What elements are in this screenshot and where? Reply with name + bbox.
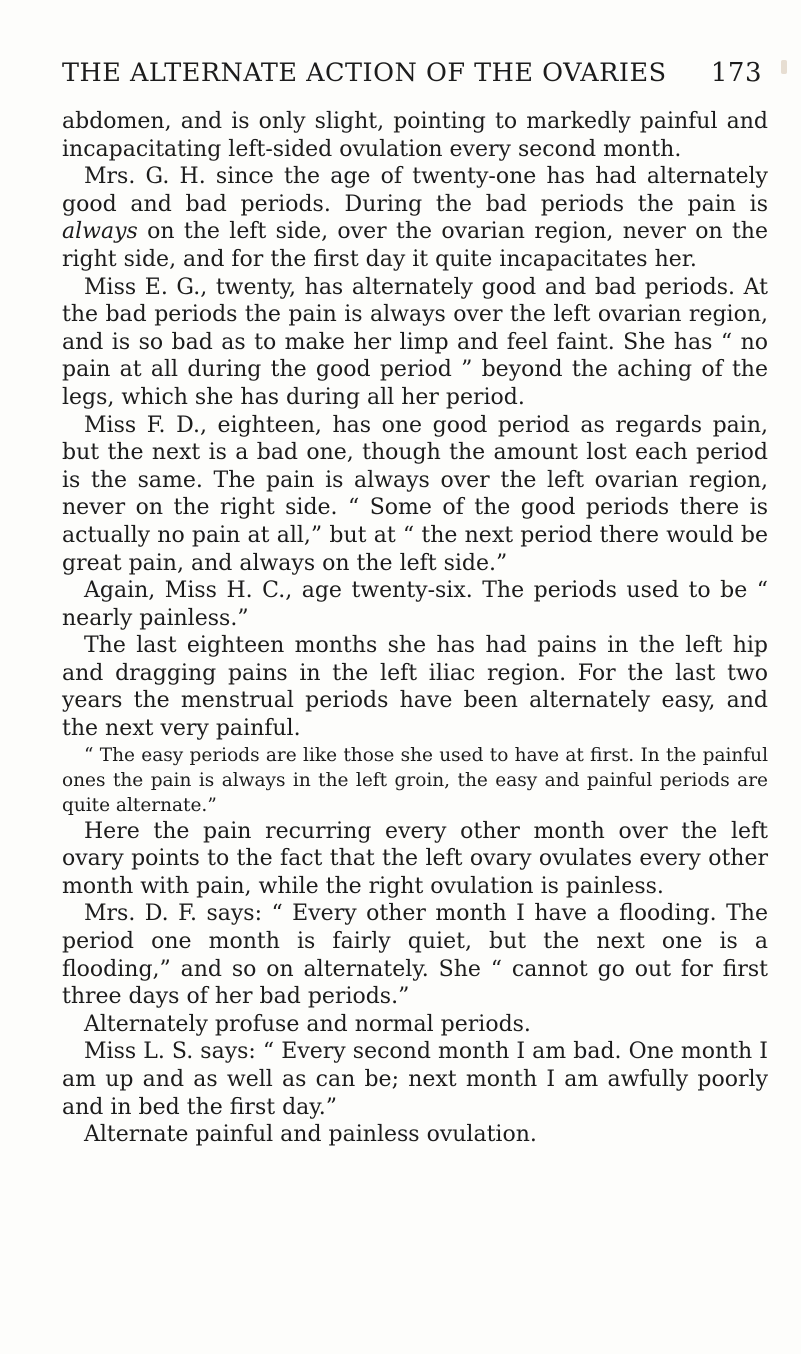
paragraph: Mrs. G. H. since the age of twenty-one has had alternately good and bad periods. During the bad periods the pain is always on the left side, over the ovarian region, never on the right side, and for the first day it quite incapacitates her. [62,164,768,272]
paragraph: Here the pain recurring every other month over the left ovary points to the fact that the left ovary ovulates every other month with pain, while the right ovulation is painless. [62,818,768,899]
margin-smudge [781,60,787,74]
paragraph: Mrs. D. F. says: “ Every other month I have a flooding. The period one month is fairly quiet, but the next one is a flooding,” and so on alternately. She “ cannot go out for first three days of her bad periods.” [62,901,768,1010]
running-header [62,58,762,88]
page-number: 173 [710,58,762,88]
body-text [62,108,768,1149]
paragraph: Alternately profuse and normal periods. [84,1011,531,1037]
paragraph: abdomen, and is only slight, pointing to markedly painful and incapacitating left-sided ovulation every second month. [62,109,768,162]
paragraph: Alternate painful and painless ovulation. [84,1122,537,1148]
block-quote: “ The easy periods are like those she used to have at first. In the painful ones the pain is always in the left groin, the easy and painful periods are quite alternate.” [62,744,768,816]
paragraph: Miss L. S. says: “ Every second month I am bad. One month I am up and as well as can be; next month I am awfully poorly and in bed the first day.” [62,1039,768,1120]
paragraph: Miss F. D., eighteen, has one good period as regards pain, but the next is a bad one, though the amount lost each period is the same. The pain is always over the left ovarian region, never on the right side. “ Some of the good periods there is actually no pain at all,” but at “ the next period there would be great pain, and always on the left side.” [62,412,768,576]
emphasis: always [62,219,138,245]
paragraph: Miss E. G., twenty, has alternately good and bad periods. At the bad periods the pain is always over the left ovarian region, and is so bad as to make her limp and feel faint. She has “ no pain at all during the good period ” beyond the aching of the legs, which she has during all her period. [62,274,768,410]
paragraph: The last eighteen months she has had pains in the left hip and dragging pains in the left iliac region. For the last two years the menstrual periods have been alternately easy, and the next very painful. [62,633,768,742]
running-title: THE ALTERNATE ACTION OF THE OVARIES [62,58,667,88]
paragraph: Again, Miss H. C., age twenty-six. The periods used to be “ nearly painless.” [62,578,768,631]
